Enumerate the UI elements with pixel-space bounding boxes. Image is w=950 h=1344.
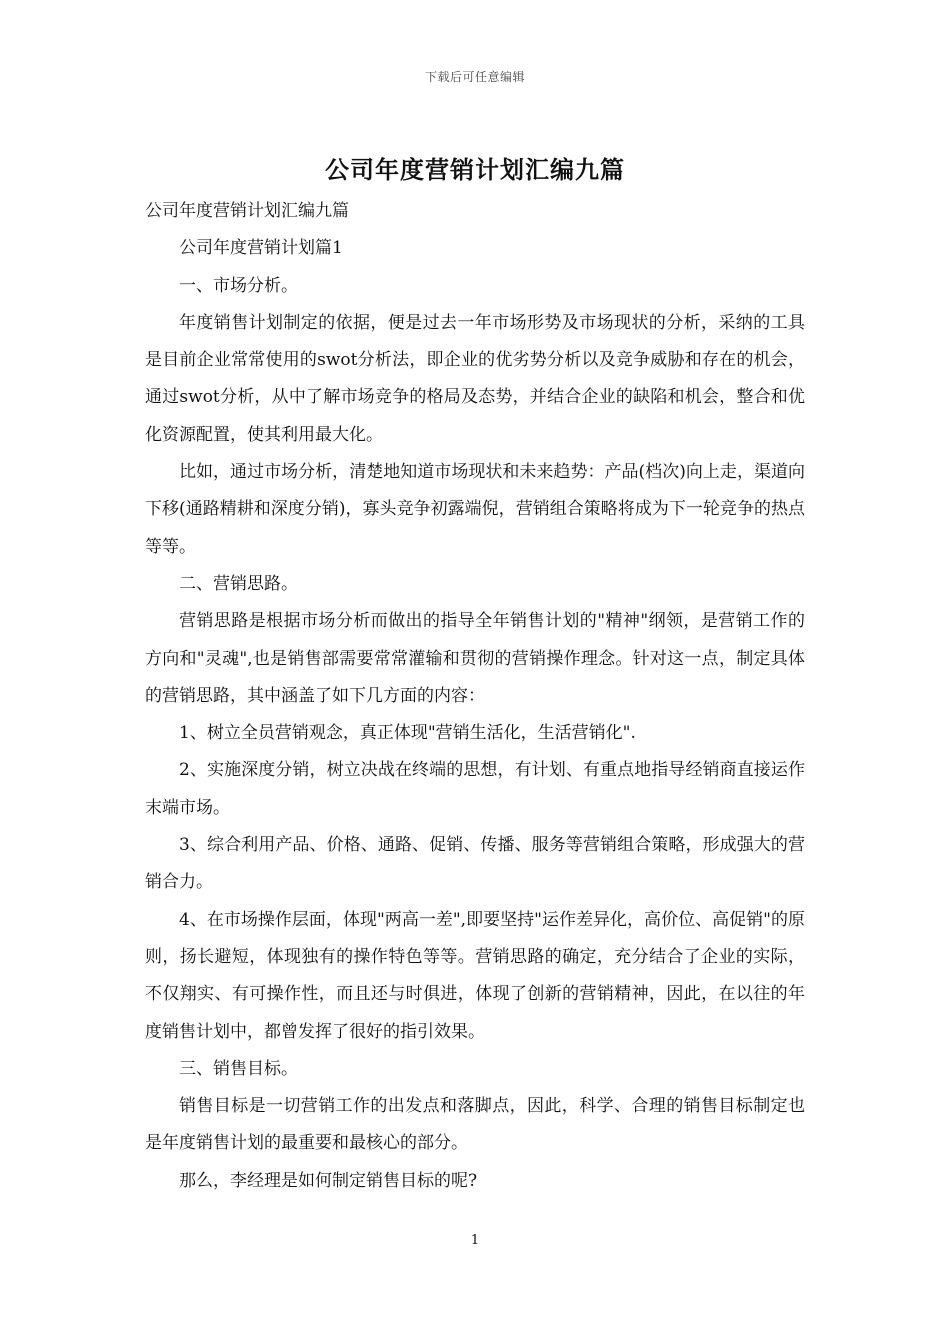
paragraph: 那么，李经理是如何制定销售目标的呢? <box>179 1170 478 1191</box>
paragraph: 销售目标是一切营销工作的出发点和落脚点，因此，科学、合理的销售目标制定也是年度销售计划的最重要和最核心的部分。 <box>145 1096 805 1154</box>
paragraph-heading-market-analysis: 一、市场分析。 <box>179 275 298 296</box>
header-note: 下载后可任意编辑 <box>424 70 525 84</box>
paragraph-section-heading: 公司年度营销计划篇1 <box>179 238 343 259</box>
paragraph-subtitle: 公司年度营销计划汇编九篇 <box>145 201 349 221</box>
document-body <box>145 193 805 1200</box>
paragraph: 营销思路是根据市场分析而做出的指导全年销售计划的"精神"纲领，是营销工作的方向和"灵魂",也是销售部需要常常灌输和贯彻的营销操作理念。针对这一点，制定具体的营销思路，其中涵盖了如下几方面的内容： <box>145 611 805 706</box>
paragraph-heading-marketing-strategy: 二、营销思路。 <box>179 573 298 594</box>
paragraph-list-item: 4、在市场操作层面，体现"两高一差",即要坚持"运作差异化，高价位、高促销"的原则，扬长避短，体现独有的操作特色等等。营销思路的确定，充分结合了企业的实际，不仅翔实、有可操作性，而且还与时俱进，体现了创新的营销精神，因此，在以往的年度销售计划中，都曾发挥了很好的指引效果。 <box>145 909 805 1042</box>
paragraph-heading-sales-target: 三、销售目标。 <box>179 1058 298 1079</box>
paragraph-list-item: 2、实施深度分销，树立决战在终端的思想，有计划、有重点地指导经销商直接运作末端市场。 <box>145 760 805 818</box>
paragraph-list-item: 3、综合利用产品、价格、通路、促销、传播、服务等营销组合策略，形成强大的营销合力。 <box>145 835 805 893</box>
page-number: 1 <box>470 1233 480 1248</box>
paragraph: 年度销售计划制定的依据，便是过去一年市场形势及市场现状的分析，采纳的工具是目前企业常常使用的swot分析法，即企业的优劣势分析以及竞争威胁和存在的机会，通过swot分析，从中了解市场竞争的格局及态势，并结合企业的缺陷和机会，整合和优化资源配置，使其利用最大化。 <box>145 312 805 445</box>
document-title: 公司年度营销计划汇编九篇 <box>325 155 625 184</box>
paragraph-list-item: 1、树立全员营销观念，真正体现"营销生活化，生活营销化". <box>179 723 636 744</box>
paragraph: 比如，通过市场分析，清楚地知道市场现状和未来趋势：产品(档次)向上走，渠道向下移(通路精耕和深度分销)，寡头竞争初露端倪，营销组合策略将成为下一轮竞争的热点等等。 <box>145 462 805 557</box>
